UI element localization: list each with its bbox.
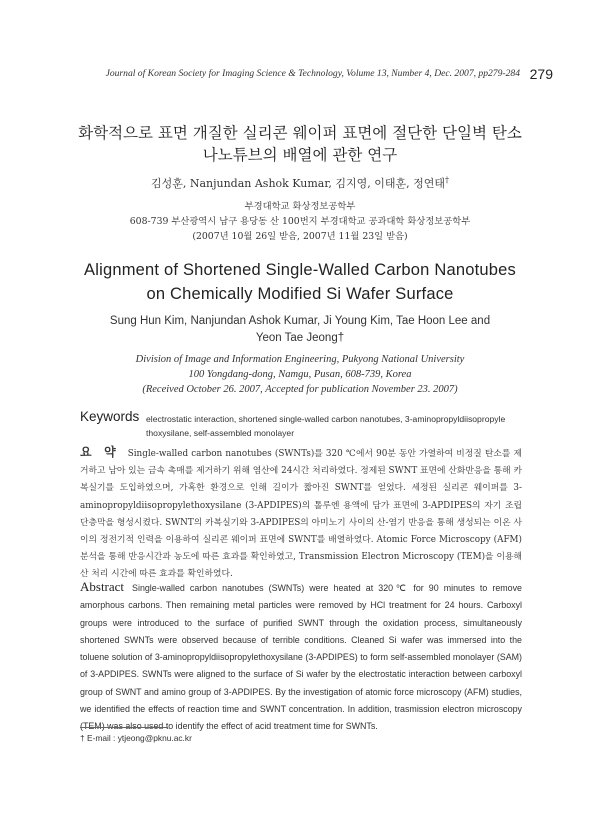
footnote [80, 733, 192, 743]
corresponding-author-mark: † [445, 175, 450, 185]
footnote-email: E-mail : ytjeong@pknu.ac.kr [87, 733, 192, 743]
korean-authors [0, 175, 600, 191]
english-received-dates: (Received October 26. 2007, Accepted for publication November 23. 2007) [142, 384, 458, 395]
keywords-label: Keywords [80, 409, 140, 424]
korean-abstract-label: 요 약 [80, 445, 120, 459]
footnote-mark: † [80, 733, 85, 743]
english-affiliation-line: Division of Image and Information Engineering, Pukyong National University [135, 354, 465, 365]
korean-abstract-text: Single-walled carbon nanotubes (SWNTs)를 320 ℃에서 90분 동안 가열하여 비정질 탄소를 제거하고 남아 있는 금속 촉매를 제거하기 위해 염산에 24시간 처리하였다. 정제된 SWNT 표면에 산화반응을 통해 카복실기를 도입하였으며, 가혹한 환경으로 인해 길이가 짧아진 SWNT를 얻었다. 세정된 실리콘 웨이퍼를 3-aminopropyldiisopropylethoxysilane (3-APDIPES)의 톨루엔 용액에 담가 표면에 3-APDIPES의 자기 조립 단층막을 형성시켰다. SWNT의 카복실기와 3-APDIPES의 아미노기 사이의 산-염기 반응을 통해 생성되는 이온 사이의 정전기적 인력을 이용하여 실리콘 웨이퍼 표면에 SWNT를 배열하였다. Atomic Force Microscopy (AFM) 분석을 통해 반응시간과 농도에 따른 효과를 확인하였고, Transmission Electron Microscopy (TEM)을 이용해 산 처리 시간에 따른 효과를 확인하였다. [80, 449, 522, 580]
korean-received-dates: (2007년 10월 26일 받음, 2007년 11월 23일 받음) [192, 231, 408, 242]
english-title-line: Alignment of Shortened Single-Walled Carbon Nanotubes [84, 261, 516, 279]
english-abstract-text: Single-walled carbon nanotubes (SWNTs) were heated at 320℃ for 90 minutes to remove amorphous carbons. Then remaining metal particles were removed by HCl treatment for 24 hours. Carboxyl groups were introduced to the surface of purified SWNT through the oxidation process, simultaneously shortened SWNTs were observed because of terrible conditions. Cleaned Si wafer was immersed into the toluene solution of 3-aminopropyldiisopropylethoxysilane (3-APDIPES) to form self-assembled monolayer (SAM) of 3-APDIPES. SWNTs were aligned to the surface of Si wafer by the electrostatic interaction between carboxyl group of SWNT and amino group of 3-APDIPES. By the investigation of atomic force microscopy (AFM) studies, we identified the effects of reaction time and SWNT concentration. In addition, trasmission electron microscopy (TEM) was also used to identify the effect of acid treatment time for SWNTs. [80, 583, 522, 732]
journal-citation: Journal of Korean Society for Imaging Science & Technology, Volume 13, Number 4, Dec. 2007, pp279-284 [105, 68, 520, 79]
korean-title-line: 화학적으로 표면 개질한 실리콘 웨이퍼 표면에 절단한 단일벽 탄소 [78, 124, 522, 142]
english-title [0, 258, 600, 306]
english-affiliation [0, 352, 600, 397]
keywords-text: electrostatic interaction, shortened single-walled carbon nanotubes, 3-aminopropyldiisopropyle thoxysilane, self-assembled monolayer [146, 414, 506, 438]
korean-abstract [80, 444, 522, 584]
korean-affiliation-line: 608-739 부산광역시 남구 용당동 산 100번지 부경대학교 공과대학 화상정보공학부 [129, 216, 471, 227]
english-abstract-label: Abstract [80, 579, 125, 594]
korean-title [0, 122, 600, 166]
english-abstract [80, 578, 522, 736]
english-title-line: on Chemically Modified Si Wafer Surface [146, 285, 454, 303]
english-author-line: Yeon Tae Jeong† [255, 332, 345, 344]
korean-author-list: 김성훈, Nanjundan Ashok Kumar, 김지영, 이태훈, 정연태 [150, 177, 446, 190]
korean-title-line: 나노튜브의 배열에 관한 연구 [202, 146, 398, 164]
korean-affiliation [0, 199, 600, 244]
english-author-line: Sung Hun Kim, Nanjundan Ashok Kumar, Ji Young Kim, Tae Hoon Lee and [109, 315, 491, 327]
korean-affiliation-line: 부경대학교 화상정보공학부 [244, 201, 356, 212]
english-authors [0, 313, 600, 347]
english-affiliation-line: 100 Yongdang-dong, Namgu, Pusan, 608-739, Korea [188, 369, 412, 380]
footnote-divider [80, 727, 168, 728]
page-number: 279 [529, 66, 553, 82]
